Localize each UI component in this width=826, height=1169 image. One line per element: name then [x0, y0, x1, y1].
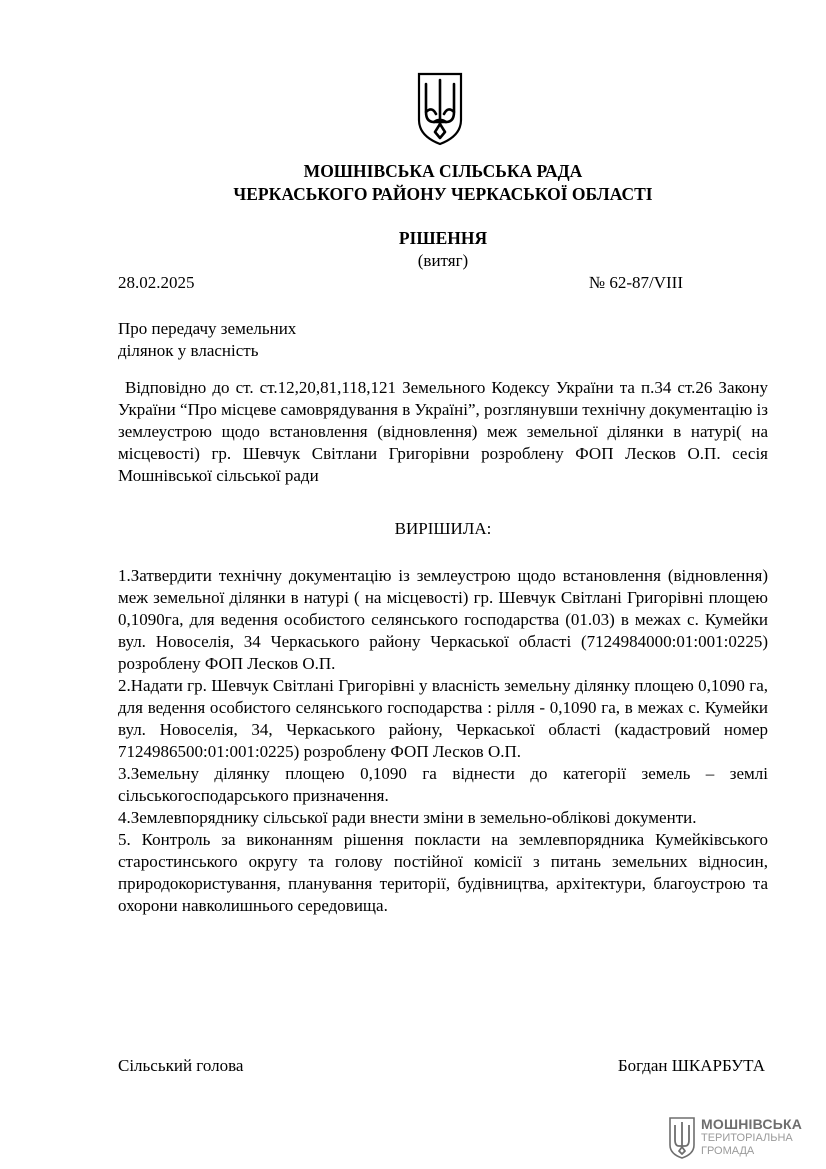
logo-text-line-2: ТЕРИТОРІАЛЬНА [701, 1132, 793, 1144]
signatory-name: Богдан ШКАРБУТА [617, 1056, 765, 1075]
preamble-paragraph: Відповідно до ст. ст.12,20,81,118,121 Земельного Кодексу України та п.34 ст.26 Закону України “Про місцеве самоврядування в Україні”, розглянувши технічну документацію із землеустрою щодо встановлення (відновлення) меж земельної ділянки в натурі( на місцевості) гр. Шевчук Світлани Григорівни розроблену ФОП Лесков О.П. сесія Мошнівської сільської ради [118, 378, 768, 485]
decision-item-2: 2.Надати гр. Шевчук Світлані Григорівні у власність земельну ділянку площею 0,1090 га, для ведення особистого селянського господарства : рілля - 0,1090 га, в межах с. Кумейки вул. Новоселія, 34, Черкаського району, Черкаської області (кадастровий номер 7124986500:01:001:0225) розроблену ФОП Лесков О.П. [118, 676, 768, 761]
org-line-1: МОШНІВСЬКА СІЛЬСЬКА РАДА [303, 161, 583, 181]
decision-item-5: 5. Контроль за виконанням рішення покласти на землевпорядника Кумейківського старостинського округу та голову постійної комісії з питань земельних відносин, природокористування, планування території, будівництва, архітектури, благоустрою та охорони навколишнього середовища. [118, 830, 768, 915]
decision-item-3: 3.Земельну ділянку площею 0,1090 га віднести до категорії земель – землі сільськогосподарського призначення. [118, 764, 768, 805]
document-subject [118, 318, 458, 362]
signatory-position: Сільський голова [118, 1056, 244, 1075]
logo-text-line-1: МОШНІВСЬКА [701, 1116, 803, 1132]
organization-name [118, 160, 768, 206]
logo-text-line-3: ГРОМАДА [701, 1145, 755, 1157]
trident-coat-of-arms-icon [416, 72, 464, 146]
document-subtitle: (витяг) [417, 251, 469, 270]
subject-line-1: Про передачу земельних [118, 319, 297, 338]
decision-item-4: 4.Землевпоряднику сільської ради внести зміни в земельно-облікові документи. [118, 808, 697, 827]
decision-heading: ВИРІШИЛА: [394, 519, 492, 538]
document-title: РІШЕННЯ [398, 228, 488, 248]
subject-line-2: ділянок у власність [118, 341, 259, 360]
footer-logo [668, 1114, 818, 1164]
decision-item-1: 1.Затвердити технічну документацію із землеустрою щодо встановлення (відновлення) меж земельної ділянки в натурі ( на місцевості) гр. Шевчук Світлані Григорівні площею 0,1090га, для ведення особистого селянського господарства (01.03) в межах с. Кумейки вул. Новоселія, 34 Черкаського району Черкаської області (7124984000:01:001:0225) розроблену ФОП Лесков О.П. [118, 566, 768, 673]
document-date: 28.02.2025 [118, 273, 195, 292]
document-number: № 62-87/VIII [588, 273, 683, 292]
trident-logo-icon [668, 1117, 696, 1159]
org-line-2: ЧЕРКАСЬКОГО РАЙОНУ ЧЕРКАСЬКОЇ ОБЛАСТІ [233, 184, 653, 204]
decision-items [118, 565, 768, 917]
